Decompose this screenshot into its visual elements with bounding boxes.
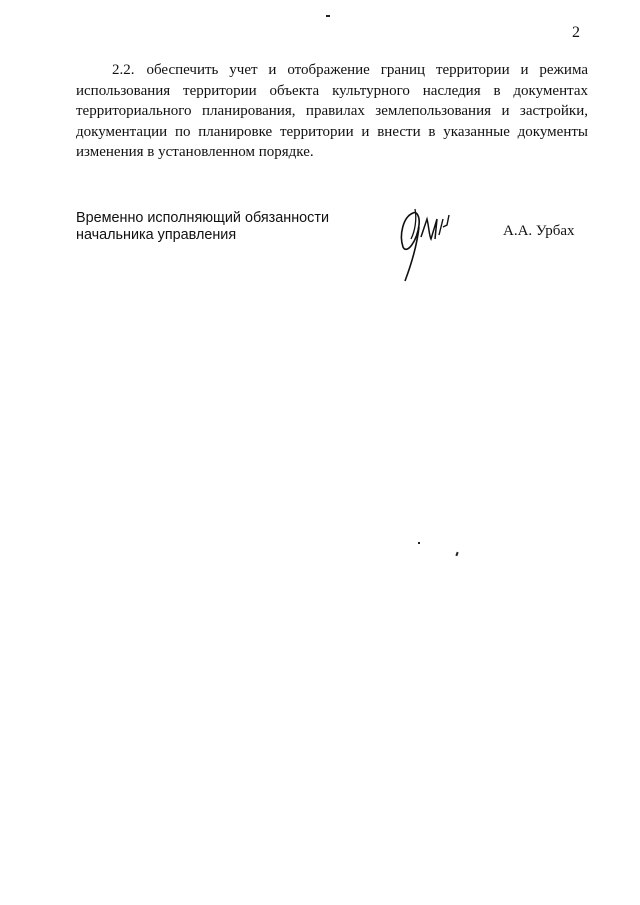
signer-name: А.А. Урбах	[503, 223, 575, 239]
paragraph-line: использования территории объекта культурного наследия в документах	[76, 82, 588, 99]
scan-speck	[455, 552, 458, 556]
item-number: 2.2.	[112, 62, 135, 78]
paragraph-line: территориального планирования, правилах землепользования и застройки,	[76, 103, 588, 120]
paragraph-line: документации по планировке территории и внести в указанные документы	[76, 123, 588, 140]
paragraph-line	[76, 60, 588, 81]
signer-position	[76, 210, 329, 243]
page-number: 2	[572, 24, 580, 41]
handwritten-signature-icon	[393, 205, 459, 285]
signer-position-line: Временно исполняющий обязанности	[76, 210, 330, 226]
scan-speck	[326, 15, 330, 17]
signer-position-line: начальника управления	[76, 226, 237, 243]
paragraph-line: изменения в установленном порядке.	[76, 144, 314, 161]
decision-item-2-2	[76, 60, 588, 163]
paragraph-line-text: обеспечить учет и отображение границ территории и режима	[146, 62, 588, 78]
scan-speck	[418, 542, 420, 544]
